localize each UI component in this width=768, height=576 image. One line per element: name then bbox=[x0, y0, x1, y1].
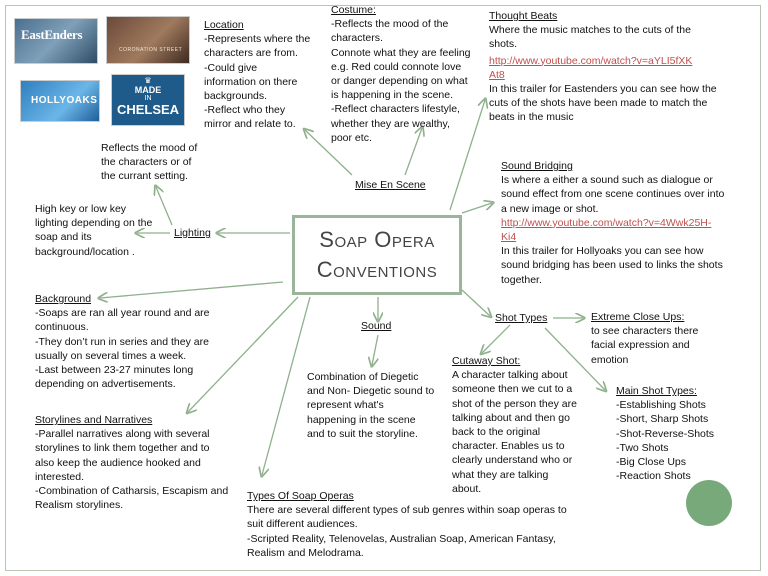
types-line: Realism and Melodrama. bbox=[247, 546, 364, 559]
chelsea-name-text: CHELSEA bbox=[116, 102, 180, 117]
main-shot-types-line: -Short, Sharp Shots bbox=[616, 413, 709, 426]
sound-bridging-line: a new image or shot. bbox=[501, 202, 599, 215]
sound-label: Sound bbox=[361, 320, 392, 332]
types-line: suit different audiences. bbox=[247, 518, 358, 531]
costume-line: whether they are wealthy, bbox=[331, 117, 450, 130]
costume-line: e.g. Red could connote love bbox=[331, 60, 462, 73]
sound-bridging-line: sound effect from one scene continues over into bbox=[501, 188, 725, 201]
cutaway-line: shot of the person they are bbox=[452, 397, 577, 410]
thought-beats-line: In this trailer for Eastenders you can see how the bbox=[489, 83, 717, 96]
location-heading: Location bbox=[204, 19, 244, 31]
sound-line: Combination of Diegetic bbox=[307, 371, 419, 383]
location-line: characters are from. bbox=[204, 47, 298, 60]
hollyoaks-trailer-link[interactable]: http://www.youtube.com/watch?v=4Wwk25H- bbox=[501, 216, 712, 229]
cutaway-line: about. bbox=[452, 482, 482, 495]
background-line: continuous. bbox=[35, 321, 89, 334]
chelsea-in-text: IN bbox=[144, 95, 152, 102]
location-line: -Represents where the bbox=[204, 33, 311, 46]
thought-beats-line: Where the music matches to the cuts of the bbox=[489, 24, 691, 37]
main-shot-types-line: -Establishing Shots bbox=[616, 399, 706, 412]
background-block bbox=[35, 292, 235, 391]
costume-heading: Costume: bbox=[331, 4, 376, 16]
types-line: -Scripted Reality, Telenovelas, Australian Soap, American Fantasy, bbox=[247, 532, 556, 545]
hollyoaks-trailer-link-cont[interactable]: Ki4 bbox=[501, 231, 517, 244]
thought-beats-line: beats in the music bbox=[489, 111, 574, 124]
location-line: backgrounds. bbox=[204, 90, 268, 103]
title-line-1: Soap Opera bbox=[319, 227, 435, 252]
background-line: depending on advertisements. bbox=[35, 378, 176, 391]
main-shot-types-block bbox=[616, 384, 736, 483]
eastenders-logo-text: EastEnders bbox=[21, 27, 83, 42]
coronation-street-logo-text: CORONATION STREET bbox=[119, 47, 183, 53]
sound-line: and Non- Diegetic sound to bbox=[307, 385, 435, 398]
decorative-circle bbox=[686, 480, 732, 526]
lighting-note-line: the currant setting. bbox=[101, 170, 188, 183]
location-line: mirror and relate to. bbox=[204, 118, 296, 131]
storylines-heading: Storylines and Narratives bbox=[35, 414, 153, 426]
shot-types-label: Shot Types bbox=[495, 312, 548, 324]
costume-line: -Reflects the mood of the bbox=[331, 18, 449, 31]
sound-bridging-heading: Sound Bridging bbox=[501, 160, 573, 172]
costume-line: characters. bbox=[331, 32, 383, 45]
types-line: There are several different types of sub genres within soap operas to bbox=[247, 504, 567, 517]
storylines-line: storylines to link them together and to bbox=[35, 442, 210, 455]
thought-beats-block bbox=[489, 9, 739, 125]
location-line: -Reflect who they bbox=[204, 104, 286, 117]
lighting-line: background/location . bbox=[35, 245, 135, 258]
eastenders-thumbnail bbox=[14, 18, 98, 64]
lighting-line: lighting depending on the bbox=[35, 217, 153, 230]
title-box bbox=[292, 215, 462, 295]
arrow-to-sound-bridging bbox=[462, 203, 492, 213]
title-line-2: Conventions bbox=[316, 257, 438, 282]
storylines-line: also keep the audience hooked and bbox=[35, 456, 201, 469]
thought-beats-line: cuts of the shots have been made to match the bbox=[489, 97, 708, 110]
hollyoaks-logo-text: HOLLYOAKS bbox=[31, 95, 98, 106]
arrow-to-shot-types bbox=[462, 290, 490, 316]
sound-description bbox=[307, 370, 447, 441]
thought-beats-heading: Thought Beats bbox=[489, 10, 558, 22]
cutaway-line: someone then we cut to a bbox=[452, 383, 573, 396]
lighting-line: soap and its bbox=[35, 231, 92, 244]
chelsea-made-text: MADE bbox=[134, 85, 162, 95]
lighting-note-line: Reflects the mood of bbox=[101, 142, 198, 154]
cutaway-line: back to the original bbox=[452, 426, 541, 439]
eastenders-trailer-link[interactable]: http://www.youtube.com/watch?v=aYLI5fXK bbox=[489, 54, 693, 67]
costume-line: Connote what they are feeling bbox=[331, 46, 471, 59]
cutaway-line: clearly understand who or bbox=[452, 454, 573, 467]
types-of-soap-operas-block bbox=[247, 489, 592, 560]
cutaway-line: talking about and then go bbox=[452, 411, 570, 424]
sound-bridging-line: Is where a either a sound such as dialogue or bbox=[501, 174, 713, 187]
storylines-line: -Parallel narratives along with several bbox=[35, 428, 210, 441]
main-shot-types-line: -Big Close Ups bbox=[616, 456, 687, 469]
background-line: -They don’t run in series and they are bbox=[35, 335, 209, 348]
main-shot-types-heading: Main Shot Types: bbox=[616, 385, 697, 397]
location-line: -Could give bbox=[204, 61, 258, 74]
cutaway-line: what they are talking bbox=[452, 468, 549, 481]
extreme-close-ups-line: emotion bbox=[591, 353, 629, 366]
background-line: usually on several times a week. bbox=[35, 349, 187, 362]
main-shot-types-line: -Reaction Shots bbox=[616, 470, 691, 483]
background-heading: Background bbox=[35, 293, 92, 305]
costume-line: is happening in the scene. bbox=[331, 89, 454, 102]
extreme-close-ups-block bbox=[591, 310, 721, 367]
arrow-to-sound-desc bbox=[372, 335, 378, 365]
main-shot-types-line: -Two Shots bbox=[616, 441, 669, 454]
lighting-mood-note bbox=[101, 141, 211, 184]
extreme-close-ups-heading: Extreme Close Ups: bbox=[591, 311, 685, 323]
lighting-label: Lighting bbox=[174, 227, 211, 239]
storylines-line: Realism storylines. bbox=[35, 499, 124, 512]
made-in-chelsea-thumbnail bbox=[111, 74, 185, 126]
storylines-block bbox=[35, 413, 245, 512]
main-shot-types-line: -Shot-Reverse-Shots bbox=[616, 427, 715, 440]
sound-line: represent what's bbox=[307, 399, 384, 412]
sound-bridging-block bbox=[501, 159, 751, 287]
cutaway-heading: Cutaway Shot: bbox=[452, 355, 521, 367]
lighting-description bbox=[35, 202, 165, 259]
costume-block bbox=[331, 3, 481, 145]
lighting-note-line: the characters or of bbox=[101, 156, 192, 169]
costume-line: poor etc. bbox=[331, 131, 372, 144]
location-block bbox=[204, 18, 322, 132]
cutaway-line: A character talking about bbox=[452, 369, 568, 382]
sound-bridging-line: In this trailer for Hollyoaks you can see how bbox=[501, 245, 704, 258]
sound-line: and to suit the storyline. bbox=[307, 427, 418, 440]
background-line: -Soaps are ran all year round and are bbox=[35, 307, 210, 320]
mise-en-scene-label: Mise En Scene bbox=[355, 179, 426, 191]
storylines-line: interested. bbox=[35, 470, 85, 483]
cutaway-shot-block bbox=[452, 354, 592, 496]
storylines-line: -Combination of Catharsis, Escapism and bbox=[35, 485, 229, 498]
extreme-close-ups-line: to see characters there bbox=[591, 325, 699, 338]
costume-line: -Reflect characters lifestyle, bbox=[331, 103, 460, 116]
types-heading: Types Of Soap Operas bbox=[247, 490, 354, 502]
thought-beats-line: shots. bbox=[489, 38, 518, 51]
costume-line: or danger depending on what bbox=[331, 75, 468, 88]
arrow-to-types bbox=[262, 297, 310, 475]
chelsea-crown-icon: ♛ bbox=[144, 76, 152, 85]
eastenders-trailer-link-cont[interactable]: At8 bbox=[489, 68, 505, 81]
location-line: information on there bbox=[204, 75, 298, 88]
cutaway-line: character. Enables us to bbox=[452, 440, 565, 453]
sound-bridging-line: together. bbox=[501, 273, 542, 286]
sound-line: happening in the scene bbox=[307, 413, 416, 426]
sound-bridging-line: sound bridging has been used to links the shots bbox=[501, 259, 723, 272]
lighting-line: High key or low key bbox=[35, 203, 127, 215]
hollyoaks-thumbnail bbox=[20, 80, 100, 122]
arrow-to-cutaway bbox=[482, 325, 510, 353]
background-line: -Last between 23-27 minutes long bbox=[35, 364, 194, 377]
coronation-street-thumbnail bbox=[106, 16, 190, 64]
extreme-close-ups-line: facial expression and bbox=[591, 339, 690, 352]
